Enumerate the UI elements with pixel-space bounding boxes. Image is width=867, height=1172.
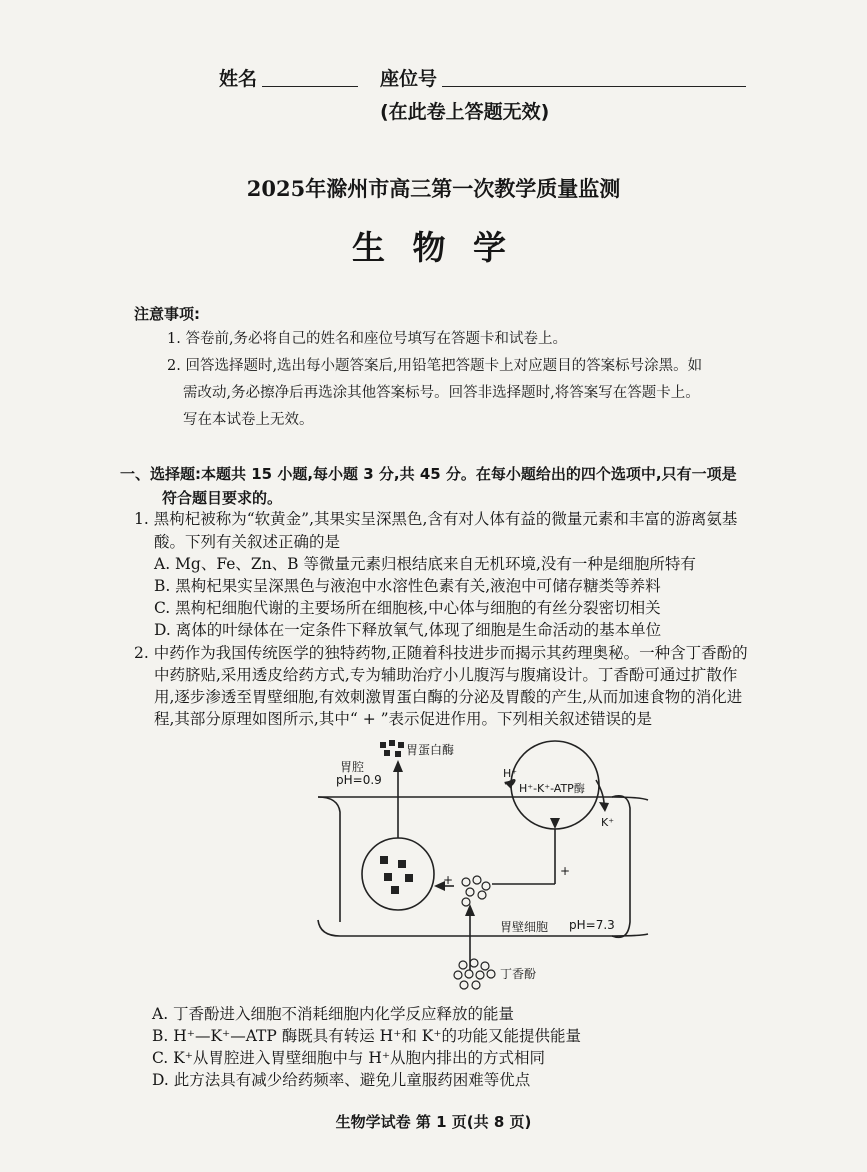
cell-label: 胃壁细胞 [500,920,549,934]
name-label: 姓名 [219,68,258,90]
seat-label: 座位号 [380,68,438,90]
cavity-label: 胃腔 [340,760,365,774]
q2-stem: 程,其部分原理如图所示,其中“ + ”表示促进作用。下列相关叙述错误的是 [154,710,653,728]
k-ion-label: K⁺ [601,816,615,829]
exam-title: 2025年滁州市高三第一次教学质量监测 [246,176,621,201]
q1-option-b: B. 黑枸杞果实呈深黑色与液泡中水溶性色素有关,液泡中可储存糖类等养料 [154,577,661,595]
q2-option-d: D. 此方法具有减少给药频率、避免儿童服药困难等优点 [152,1071,531,1089]
cavity-ph-label: pH=0.9 [336,773,382,787]
plus-sign: + [560,864,571,878]
plus-sign: + [443,873,454,887]
section-heading: 一、选择题:本题共 15 小题,每小题 3 分,共 45 分。在每小题给出的四个选项中,只有一项是 [120,465,737,483]
notice-title: 注意事项: [134,305,200,323]
enzyme-label: H⁺-K⁺-ATP酶 [519,782,585,795]
pepsin-label: 胃蛋白酶 [406,743,455,757]
q1-option-d: D. 离体的叶绿体在一定条件下释放氧气,体现了细胞是生命活动的基本单位 [154,621,662,639]
q2-option-b: B. H⁺—K⁺—ATP 酶既具有转运 H⁺和 K⁺的功能又能提供能量 [152,1027,582,1045]
notice-item: 2. 回答选择题时,选出每小题答案后,用铅笔把答题卡上对应题目的答案标号涂黑。如 [167,358,703,374]
q2-option-c: C. K⁺从胃腔进入胃壁细胞中与 H⁺从胞内排出的方式相同 [152,1049,546,1067]
q2-stem: 中药脐贴,采用透皮给药方式,专为辅助治疗小儿腹泻与腹痛设计。丁香酚可通过扩散作 [154,666,738,684]
notice-item: 需改动,务必擦净后再选涂其他答案标号。回答非选择题时,将答案写在答题卡上。 [183,385,700,401]
invalid-note: (在此卷上答题无效) [380,101,550,123]
section-heading-cont: 符合题目要求的。 [162,489,283,507]
q1-stem: 酸。下列有关叙述正确的是 [154,533,341,551]
eugenol-label: 丁香酚 [500,967,537,981]
notice-item: 写在本试卷上无效。 [183,412,314,428]
q1-option-c: C. 黑枸杞细胞代谢的主要场所在细胞核,中心体与细胞的有丝分裂密切相关 [154,599,661,617]
h-ion-label: H⁺ [503,767,518,780]
q1-stem: 1. 黑枸杞被称为“软黄金”,其果实呈深黑色,含有对人体有益的微量元素和丰富的游离氨基 [134,510,738,528]
q2-stem: 用,逐步渗透至胃壁细胞,有效刺激胃蛋白酶的分泌及胃酸的产生,从而加速食物的消化进 [154,688,743,706]
q1-option-a: A. Mg、Fe、Zn、B 等微量元素归根结底来自无机环境,没有一种是细胞所特有 [154,555,696,573]
cell-ph-label: pH=7.3 [569,918,615,932]
page-footer: 生物学试卷 第 1 页(共 8 页) [335,1113,532,1131]
notice-item: 1. 答卷前,务必将自己的姓名和座位号填写在答题卡和试卷上。 [167,331,568,347]
q2-stem: 2. 中药作为我国传统医学的独特药物,正随着科技进步而揭示其药理奥秘。一种含丁香酚的 [134,644,748,662]
q2-option-a: A. 丁香酚进入细胞不消耗细胞内化学反应释放的能量 [152,1005,515,1023]
subject-title: 生 物 学 [352,228,514,267]
